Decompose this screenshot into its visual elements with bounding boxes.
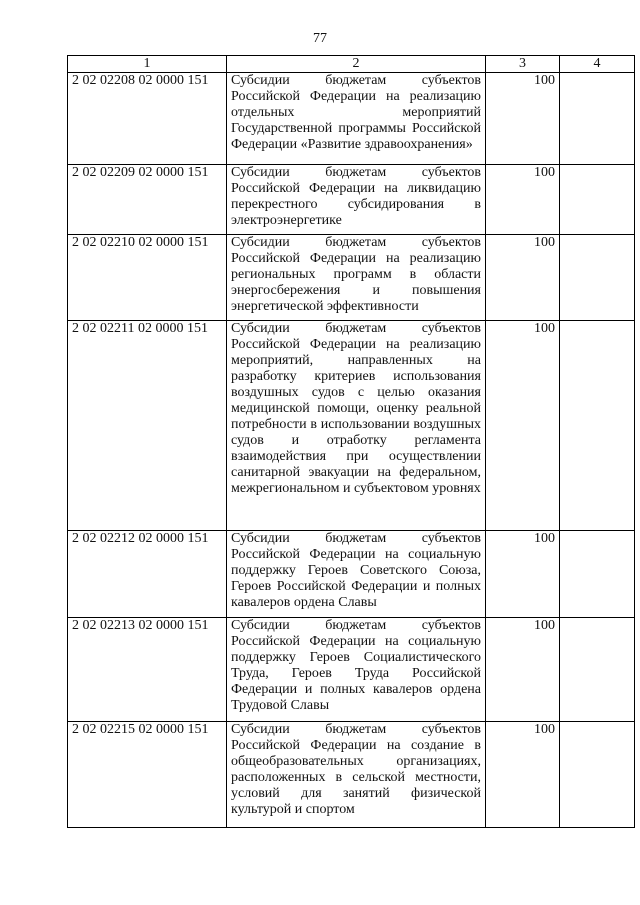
row-amount: 100 (486, 73, 560, 165)
table-row (68, 531, 635, 618)
row-amount: 100 (486, 618, 560, 722)
budget-table (67, 55, 635, 828)
row-col4 (560, 235, 635, 321)
row-description: Субсидии бюджетам субъектов Российской Федерации на реализацию региональных программ в области энергосбережения и повышения энергетической эффективности (227, 235, 486, 321)
column-header-1: 1 (68, 56, 227, 73)
row-description: Субсидии бюджетам субъектов Российской Федерации на создание в общеобразовательных организациях, расположенных в сельской местности, условий для занятий физической культурой и спортом (227, 722, 486, 828)
row-code: 2 02 02212 02 0000 151 (68, 531, 227, 618)
row-col4 (560, 531, 635, 618)
table-row (68, 165, 635, 235)
table-row (68, 321, 635, 531)
row-col4 (560, 165, 635, 235)
row-amount: 100 (486, 531, 560, 618)
column-header-3: 3 (486, 56, 560, 73)
row-amount: 100 (486, 321, 560, 531)
row-code: 2 02 02208 02 0000 151 (68, 73, 227, 165)
row-col4 (560, 618, 635, 722)
table-row (68, 618, 635, 722)
row-amount: 100 (486, 165, 560, 235)
row-description: Субсидии бюджетам субъектов Российской Федерации на ликвидацию перекрестного субсидирования в электроэнергетике (227, 165, 486, 235)
row-description: Субсидии бюджетам субъектов Российской Федерации на реализацию мероприятий, направленных на разработку критериев использования воздушных судов с целью оказания медицинской помощи, оценку реальной потребности в использовании воздушных судов и отработку регламента взаимодействия при осуществлении санитарной эвакуации на федеральном, межрегиональном и субъектовом уровнях (227, 321, 486, 531)
row-code: 2 02 02209 02 0000 151 (68, 165, 227, 235)
row-code: 2 02 02211 02 0000 151 (68, 321, 227, 531)
row-description: Субсидии бюджетам субъектов Российской Федерации на социальную поддержку Героев Советского Союза, Героев Российской Федерации и полных кавалеров ордена Славы (227, 531, 486, 618)
row-amount: 100 (486, 722, 560, 828)
page-number: 77 (313, 31, 327, 46)
row-col4 (560, 722, 635, 828)
column-header-4: 4 (560, 56, 635, 73)
row-code: 2 02 02215 02 0000 151 (68, 722, 227, 828)
row-code: 2 02 02213 02 0000 151 (68, 618, 227, 722)
column-header-2: 2 (227, 56, 486, 73)
table-row (68, 722, 635, 828)
row-col4 (560, 321, 635, 531)
row-col4 (560, 73, 635, 165)
table-row (68, 73, 635, 165)
row-description: Субсидии бюджетам субъектов Российской Федерации на реализацию отдельных мероприятий Государственной программы Российской Федерации «Развитие здравоохранения» (227, 73, 486, 165)
table-header-row (68, 56, 635, 73)
row-description: Субсидии бюджетам субъектов Российской Федерации на социальную поддержку Героев Социалистического Труда, Героев Труда Российской Федерации и полных кавалеров ордена Трудовой Славы (227, 618, 486, 722)
table-row (68, 235, 635, 321)
row-code: 2 02 02210 02 0000 151 (68, 235, 227, 321)
row-amount: 100 (486, 235, 560, 321)
